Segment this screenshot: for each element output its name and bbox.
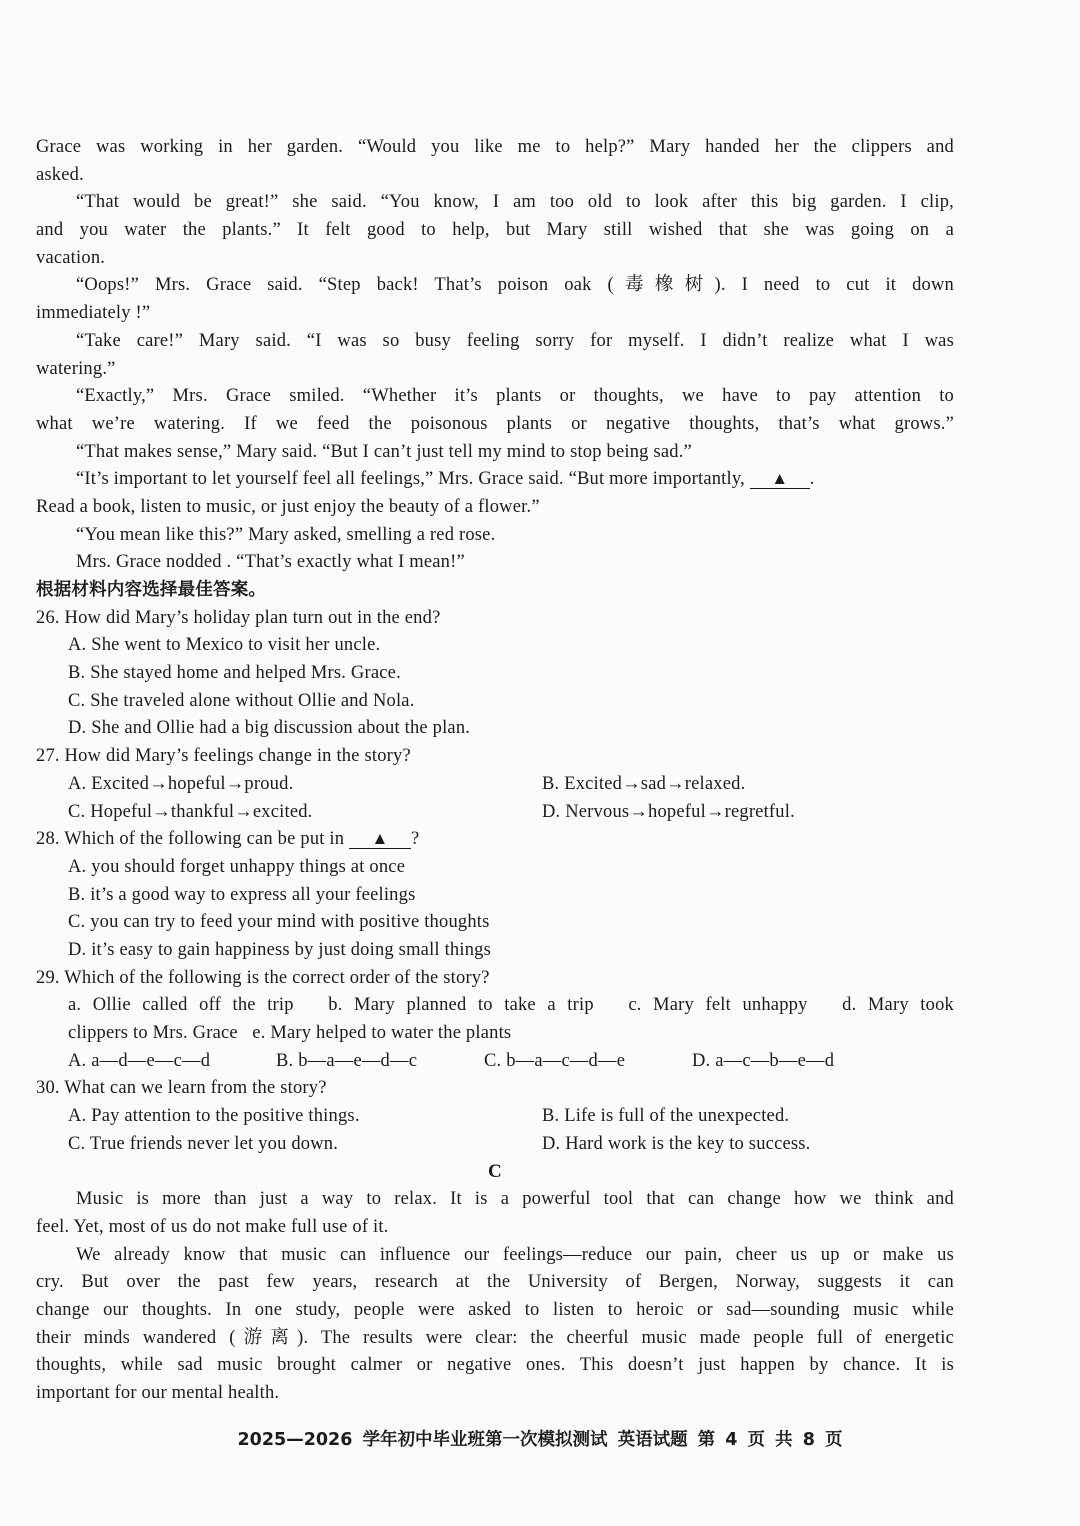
answer-blank — [349, 830, 411, 849]
question-30-stem: 30. What can we learn from the story? — [36, 1078, 327, 1099]
passage-c-line: important for our mental health. — [36, 1382, 280, 1403]
question-30-options-row — [36, 1131, 954, 1159]
question-28-option-a: A. you should forget unhappy things at once — [68, 856, 406, 877]
question-26-option-b: B. She stayed home and helped Mrs. Grace. — [68, 663, 401, 684]
blank-triangle-icon: ▲ — [771, 469, 789, 489]
passage-line: Mrs. Grace nodded . “That’s exactly what I mean!” — [76, 552, 465, 573]
passage-line: watering.” — [36, 358, 116, 379]
question-27-option-a: A. Excited→hopeful→proud. — [68, 773, 294, 794]
question-29-options-row — [36, 1048, 954, 1076]
question-27-options-row — [36, 799, 954, 827]
question-27-option-b: B. Excited→sad→relaxed. — [542, 773, 746, 794]
question-26-option-a: A. She went to Mexico to visit her uncle. — [68, 635, 381, 656]
question-27-option-c: C. Hopeful→thankful→excited. — [68, 801, 313, 822]
question-29-option-b: B. b—a—e—d—c — [276, 1050, 418, 1071]
question-30-option-c: C. True friends never let you down. — [68, 1133, 339, 1154]
blank-triangle-icon: ▲ — [371, 829, 389, 849]
passage-c-line: We already know that music can influence our feelings—reduce our pain, cheer us up or make us — [76, 1244, 954, 1265]
question-29-option-a: A. a—d—e—c—d — [68, 1050, 211, 1071]
question-30-option-b: B. Life is full of the unexpected. — [542, 1106, 790, 1127]
question-28-stem-text: 28. Which of the following can be put in — [36, 829, 345, 850]
passage-line: “Exactly,” Mrs. Grace smiled. “Whether it’s plants or thoughts, we have to pay attention to — [76, 386, 954, 407]
passage-content — [36, 134, 954, 1408]
question-29-option-d: D. a—c—b—e—d — [692, 1050, 835, 1071]
passage-text: . — [809, 469, 815, 490]
passage-line: “That makes sense,” Mary said. “But I can’t just tell my mind to stop being sad.” — [76, 441, 692, 462]
answer-blank — [750, 470, 810, 489]
question-28-option-c: C. you can try to feed your mind with positive thoughts — [68, 912, 490, 933]
question-28-stem-end: ? — [411, 829, 420, 850]
question-30-options-row — [36, 1103, 954, 1131]
question-28-stem — [36, 826, 954, 854]
passage-line: what we’re watering. If we feed the poisonous plants or negative thoughts, that’s what grows.” — [36, 413, 954, 434]
page-footer: 2025—2026 学年初中毕业班第一次模拟测试 英语试题 第 4 页 共 8 页 — [237, 1430, 843, 1450]
question-26-stem: 26. How did Mary’s holiday plan turn out in the end? — [36, 607, 441, 628]
passage-line: Read a book, listen to music, or just enjoy the beauty of a flower.” — [36, 496, 540, 517]
question-29-events: a. Ollie called off the trip b. Mary planned to take a trip c. Mary felt unhappy d. Mary took — [68, 995, 954, 1016]
question-29-option-c: C. b—a—c—d—e — [484, 1050, 626, 1071]
instruction: 根据材料内容选择最佳答案。 — [36, 580, 267, 600]
question-28-option-b: B. it’s a good way to express all your feelings — [68, 884, 416, 905]
question-26-option-c: C. She traveled alone without Ollie and Nola. — [68, 690, 415, 711]
passage-c-line: cry. But over the past few years, research at the University of Bergen, Norway, suggests it can — [36, 1272, 954, 1293]
passage-line: Grace was working in her garden. “Would you like me to help?” Mary handed her the clippers and — [36, 137, 954, 157]
passage-line: “That would be great!” she said. “You know, I am too old to look after this big garden. I clip, — [76, 192, 954, 213]
passage-line: immediately !” — [36, 303, 151, 324]
passage-c-line: change our thoughts. In one study, people were asked to listen to heroic or sad—sounding music while — [36, 1299, 954, 1320]
passage-line: vacation. — [36, 247, 106, 268]
passage-line: and you water the plants.” It felt good to help, but Mary still wished that she was going on a — [36, 220, 954, 241]
question-28-option-d: D. it’s easy to gain happiness by just doing small things — [68, 939, 492, 960]
passage-c-line: thoughts, while sad music brought calmer or negative ones. This doesn’t just happen by chance. It is — [36, 1355, 954, 1376]
passage-line: “Take care!” Mary said. “I was so busy feeling sorry for myself. I didn’t realize what I was — [76, 330, 954, 351]
passage-c-line: feel. Yet, most of us do not make full use of it. — [36, 1216, 389, 1237]
question-26-option-d: D. She and Ollie had a big discussion about the plan. — [68, 718, 471, 739]
passage-line: asked. — [36, 164, 84, 185]
question-30-option-d: D. Hard work is the key to success. — [542, 1133, 811, 1154]
passage-text: “It’s important to let yourself feel all feelings,” Mrs. Grace said. “But more importantly, — [76, 469, 745, 490]
passage-c-line: their minds wandered (游离). The results were clear: the cheerful music made people full of energetic — [36, 1327, 954, 1348]
question-29-stem: 29. Which of the following is the correct order of the story? — [36, 967, 490, 988]
question-27-option-d: D. Nervous→hopeful→regretful. — [542, 801, 795, 822]
question-27-options-row — [36, 771, 954, 799]
question-30-option-a: A. Pay attention to the positive things. — [68, 1106, 360, 1127]
passage-line-with-blank — [36, 466, 954, 494]
section-heading-c: C — [488, 1161, 502, 1183]
passage-line: “Oops!” Mrs. Grace said. “Step back! That’s poison oak (毒橡树). I need to cut it down — [76, 275, 954, 296]
question-27-stem: 27. How did Mary’s feelings change in the story? — [36, 746, 411, 767]
question-29-events: clippers to Mrs. Grace e. Mary helped to water the plants — [68, 1023, 512, 1043]
passage-c-line: Music is more than just a way to relax. It is a powerful tool that can change how we think and — [76, 1189, 954, 1210]
passage-line: “You mean like this?” Mary asked, smelling a red rose. — [76, 524, 496, 545]
